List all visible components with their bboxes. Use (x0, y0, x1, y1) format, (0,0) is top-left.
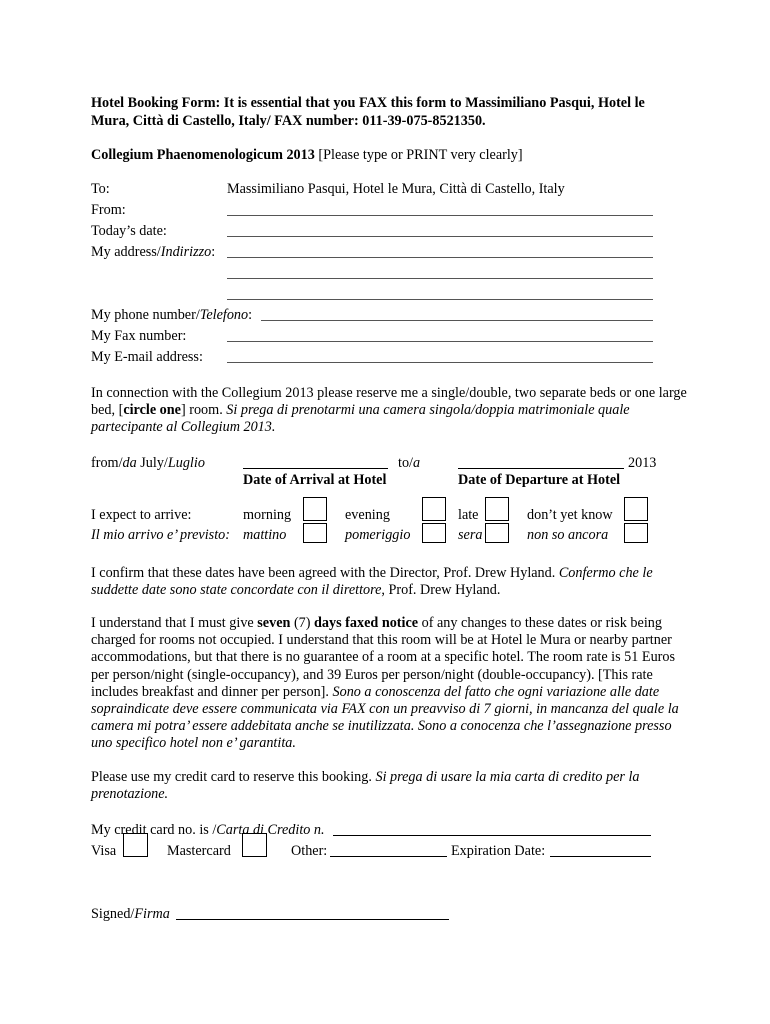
dont-know-checkbox-it[interactable] (624, 523, 648, 543)
terms-paragraph: I understand that I must give seven (7) days faxed notice of any changes to these dates or risk being charged for rooms not occupied. I understand that this room will be at Hotel le Mura or nearby partner accommodations, but that there is no guarantee of a room at a specific hotel. The room rate is 51 Euros per person/night (single-occupancy), and 39 Euros per person/night (double-occupancy). [This rate includes breakfast and dinner per person]. Sono a conoscenza del fatto che ogni variazione alle date sopraindicate deve essere communicata via FAX con un preavviso di 7 giorni, in mancanza del quale la camera mi potra’ essere addebitata anche se inutilizzata. Sono a conocenza che l’assegnazione presso uno specifico hotel non e’ garantita. (91, 615, 679, 752)
departure-date-field[interactable] (458, 468, 624, 469)
late-label-it: sera (458, 527, 483, 543)
mastercard-checkbox[interactable] (242, 833, 267, 857)
address-field-line1[interactable] (227, 257, 653, 258)
mastercard-label: Mastercard (167, 843, 231, 859)
visa-checkbox[interactable] (123, 833, 148, 857)
confirm-paragraph: I confirm that these dates have been agreed with the Director, Prof. Drew Hyland. Confermo che le suddette date sono state concordate con il direttore, Prof. Drew Hyland. (91, 565, 653, 599)
signature-field[interactable] (176, 919, 449, 920)
address-field-line3[interactable] (227, 299, 653, 300)
late-checkbox-it[interactable] (485, 523, 509, 543)
to-label: To: (91, 181, 110, 197)
phone-label: My phone number/Telefono: (91, 307, 253, 323)
late-label: late (458, 507, 479, 523)
late-checkbox[interactable] (485, 497, 509, 521)
arrival-date-field[interactable] (243, 468, 388, 469)
to-date-label: to/a (398, 455, 421, 471)
year-label: 2013 (628, 455, 657, 471)
collegium-name: Collegium Phaenomenologicum 2013 (91, 147, 315, 163)
fax-label: My Fax number: (91, 328, 187, 344)
evening-label: evening (345, 507, 390, 523)
morning-checkbox-it[interactable] (303, 523, 327, 543)
from-field[interactable] (227, 215, 653, 216)
collegium-note: [Please type or PRINT very clearly] (318, 147, 523, 163)
from-date-label: from/da July/Luglio (91, 455, 205, 471)
collegium-heading (91, 146, 523, 164)
fax-field[interactable] (227, 341, 653, 342)
other-label: Other: (291, 843, 328, 859)
form-title-line1: Hotel Booking Form: It is essential that you FAX this form to Massimiliano Pasqui, Hotel le (91, 95, 645, 111)
todays-date-field[interactable] (227, 236, 653, 237)
credit-card-paragraph: Please use my credit card to reserve this booking. Si prega di usare la mia carta di credito per la prenotazione. (91, 769, 640, 803)
visa-label: Visa (91, 843, 117, 859)
departure-caption: Date of Departure at Hotel (458, 472, 621, 488)
morning-label: morning (243, 507, 292, 523)
expiration-field[interactable] (550, 856, 651, 857)
address-field-line2[interactable] (227, 278, 653, 279)
expect-arrive-label-it: Il mio arrivo e’ previsto: (91, 527, 230, 543)
from-label: From: (91, 202, 126, 218)
dont-know-label-it: non so ancora (527, 527, 609, 543)
morning-label-it: mattino (243, 527, 287, 543)
email-field[interactable] (227, 362, 653, 363)
other-field[interactable] (330, 856, 447, 857)
card-number-label: My credit card no. is /Carta di Credito n. (91, 822, 325, 838)
arrival-caption: Date of Arrival at Hotel (243, 472, 387, 488)
evening-label-it: pomeriggio (345, 527, 411, 543)
signature-label: Signed/Firma (91, 906, 170, 922)
dont-know-label: don’t yet know (527, 507, 613, 523)
evening-checkbox[interactable] (422, 497, 446, 521)
dont-know-checkbox[interactable] (624, 497, 648, 521)
expiration-label: Expiration Date: (451, 843, 546, 859)
to-value: Massimiliano Pasqui, Hotel le Mura, Città di Castello, Italy (227, 181, 565, 197)
evening-checkbox-it[interactable] (422, 523, 446, 543)
form-title-line2: Mura, Città di Castello, Italy/ FAX number: 011-39-075-8521350. (91, 113, 486, 129)
address-label: My address/Indirizzo: (91, 244, 216, 260)
card-number-field[interactable] (333, 835, 651, 836)
phone-field[interactable] (261, 320, 653, 321)
todays-date-label: Today’s date: (91, 223, 167, 239)
email-label: My E-mail address: (91, 349, 203, 365)
expect-arrive-label: I expect to arrive: (91, 507, 192, 523)
morning-checkbox[interactable] (303, 497, 327, 521)
reservation-paragraph: In connection with the Collegium 2013 please reserve me a single/double, two separate beds or one large bed, [circle one] room. Si prega di prenotarmi una camera singola/doppia matrimoniale quale partecipante al Collegium 2013. (91, 385, 687, 436)
